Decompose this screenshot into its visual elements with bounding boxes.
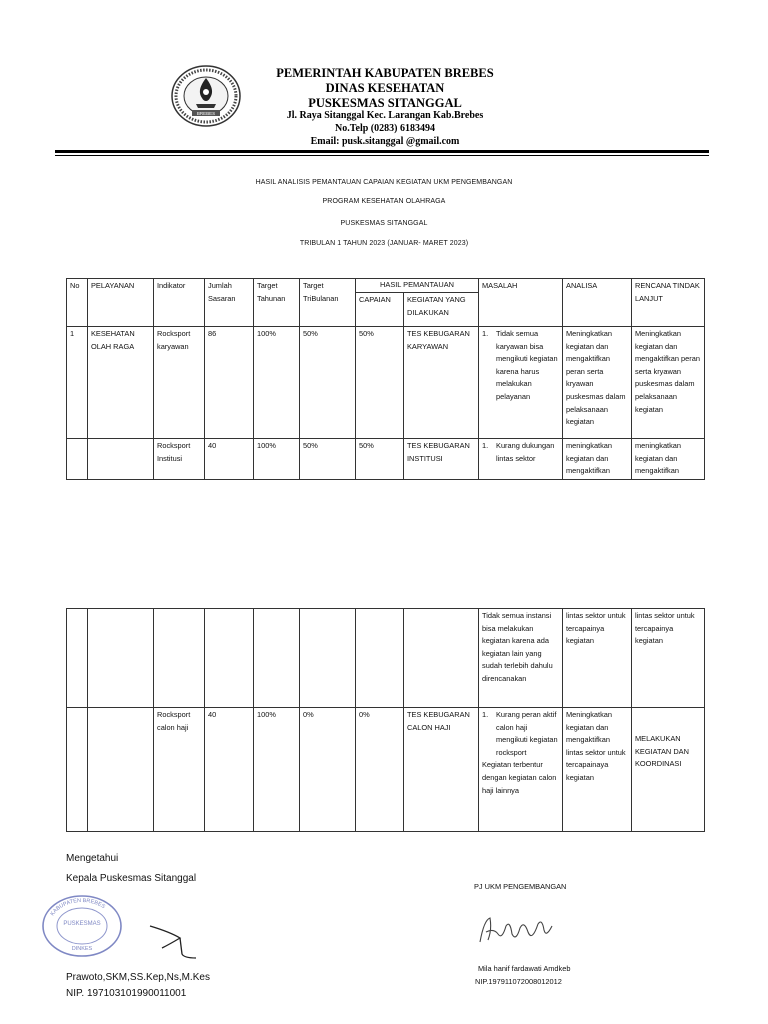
- cell-target-tribulanan: 0%: [300, 708, 356, 832]
- period-title: TRIBULAN 1 TAHUN 2023 (JANUAR- MARET 2023): [299, 240, 469, 247]
- signature-right-icon: [476, 912, 556, 948]
- report-title: HASIL ANALISIS PEMANTAUAN CAPAIAN KEGIATAN UKM PENGEMBANGAN: [255, 179, 513, 186]
- cell-target-tahunan: 100%: [254, 708, 300, 832]
- cell-target-tribulanan: 50%: [300, 327, 356, 439]
- masalah-extra-text: Kegiatan terbentur dengan kegiatan calon haji lainnya: [482, 760, 557, 795]
- cell-pelayanan: KESEHATAN OLAH RAGA: [88, 327, 154, 439]
- cell-rencana: meningkatkan kegiatan dan mengaktifkan: [632, 439, 705, 480]
- masalah-number: 1.: [482, 441, 489, 450]
- letterhead-divider-thin: [55, 155, 709, 156]
- cell-target-tahunan: 100%: [254, 327, 300, 439]
- cell-masalah: [479, 708, 563, 832]
- cell-masalah: [479, 439, 563, 480]
- cell-rencana: [632, 708, 705, 832]
- head-title: Kepala Puskesmas Sitanggal: [66, 873, 197, 884]
- letterhead-address: Jl. Raya Sitanggal Kec. Larangan Kab.Brebes: [286, 110, 484, 121]
- official-stamp-icon: [40, 893, 124, 959]
- program-title: PROGRAM KESEHATAN OLAHRAGA: [322, 198, 446, 205]
- cell-target-tahunan: 100%: [254, 439, 300, 480]
- header-indikator: Indikator: [154, 279, 205, 327]
- cell-target-tribulanan: 50%: [300, 439, 356, 480]
- masalah-number: 1.: [482, 329, 489, 338]
- table-header-row: [67, 279, 705, 293]
- svg-text:KABUPATEN BREBES: KABUPATEN BREBES: [49, 897, 106, 918]
- masalah-text: Tidak semua karyawan bisa mengikuti kegiatan karena harus melakukan pelayanan: [496, 329, 558, 401]
- cell-rencana: lintas sektor untuk tercapainya kegiatan: [632, 609, 705, 708]
- header-sasaran: Jumlah Sasaran: [205, 279, 254, 327]
- cell-masalah: [479, 327, 563, 439]
- header-pelayanan: PELAYANAN: [88, 279, 154, 327]
- letterhead-department: DINAS KESEHATAN: [325, 81, 445, 95]
- pj-name: Mila hanif fardawati Amdkeb: [478, 964, 571, 973]
- header-no: No: [67, 279, 88, 327]
- table-row: [67, 609, 705, 708]
- cell-capaian: 50%: [356, 327, 404, 439]
- cell-capaian: 0%: [356, 708, 404, 832]
- head-name: Prawoto,SKM,SS.Kep,Ns,M.Kes: [66, 972, 210, 983]
- cell-indikator: Rocksport calon haji: [154, 708, 205, 832]
- cell-analisa: meningkatkan kegiatan dan mengaktifkan: [563, 439, 632, 480]
- svg-text:DINKES: DINKES: [71, 946, 93, 952]
- cell-analisa: Meningkatkan kegiatan dan mengaktifkan lintas sektor untuk tercapainaya kegiatan: [563, 708, 632, 832]
- header-analisa: ANALISA: [563, 279, 632, 327]
- pj-title: PJ UKM PENGEMBANGAN: [474, 882, 567, 891]
- header-masalah: MASALAH: [479, 279, 563, 327]
- header-target-tahunan: Target Tahunan: [254, 279, 300, 327]
- cell-sasaran: 86: [205, 327, 254, 439]
- letterhead-divider-thick: [55, 150, 709, 153]
- letterhead-puskesmas: PUSKESMAS SITANGGAL: [308, 96, 462, 110]
- cell-kegiatan: TES KEBUGARAN CALON HAJI: [404, 708, 479, 832]
- masalah-text: Kurang peran aktif calon haji mengikuti kegiatan rocksport: [496, 710, 558, 757]
- letterhead-phone: No.Telp (0283) 6183494: [335, 123, 435, 134]
- header-hasil-pemantauan: HASIL PEMANTAUAN: [356, 279, 479, 293]
- monitoring-table: [66, 278, 705, 480]
- facility-title: PUSKESMAS SITANGGAL: [340, 220, 428, 227]
- cell-sasaran: 40: [205, 708, 254, 832]
- cell-masalah: Tidak semua instansi bisa melakukan kegiatan karena ada kegiatan lain yang sudah terlebih dahulu direncanakan: [479, 609, 563, 708]
- letterhead-email: Email: pusk.sitanggal @gmail.com: [310, 136, 460, 147]
- head-nip: NIP. 197103101990011001: [66, 988, 187, 999]
- acknowledged-label: Mengetahui: [66, 853, 119, 864]
- pj-nip: NIP.197911072008012012: [475, 977, 562, 986]
- monitoring-table-continuation: [66, 608, 705, 832]
- cell-kegiatan: TES KEBUGARAN INSTITUSI: [404, 439, 479, 480]
- cell-no: 1: [67, 327, 88, 439]
- table-row: [67, 439, 705, 480]
- cell-analisa: lintas sektor untuk tercapainya kegiatan: [563, 609, 632, 708]
- government-logo-icon: [170, 64, 242, 128]
- masalah-text: Kurang dukungan lintas sektor: [496, 441, 555, 463]
- table-row: [67, 708, 705, 832]
- cell-no: [67, 439, 88, 480]
- cell-sasaran: 40: [205, 439, 254, 480]
- letterhead-government: PEMERINTAH KABUPATEN BREBES: [276, 66, 494, 80]
- rencana-text: MELAKUKAN KEGIATAN DAN KOORDINASI: [635, 734, 689, 769]
- svg-text:BREBES: BREBES: [196, 111, 216, 116]
- header-capaian: CAPAIAN: [356, 293, 404, 327]
- masalah-number: 1.: [482, 710, 489, 719]
- header-rencana: RENCANA TINDAK LANJUT: [632, 279, 705, 327]
- cell-rencana: Meningkatkan kegiatan dan mengaktifkan peran serta kryawan puskesmas dalam pelaksanaan kegiatan: [632, 327, 705, 439]
- header-target-tribulanan: Target TriBulanan: [300, 279, 356, 327]
- cell-capaian: 50%: [356, 439, 404, 480]
- cell-kegiatan: TES KEBUGARAN KARYAWAN: [404, 327, 479, 439]
- table-row: [67, 327, 705, 439]
- cell-indikator: Rocksport Institusi: [154, 439, 205, 480]
- header-kegiatan: KEGIATAN YANG DILAKUKAN: [404, 293, 479, 327]
- cell-indikator: Rocksport karyawan: [154, 327, 205, 439]
- cell-pelayanan: [88, 439, 154, 480]
- signature-left-icon: [140, 918, 200, 962]
- svg-text:PUSKESMAS: PUSKESMAS: [63, 921, 101, 927]
- cell-analisa: Meningkatkan kegiatan dan mengaktifkan peran serta kryawan puskesmas dalam pelaksanaan kegiatan: [563, 327, 632, 439]
